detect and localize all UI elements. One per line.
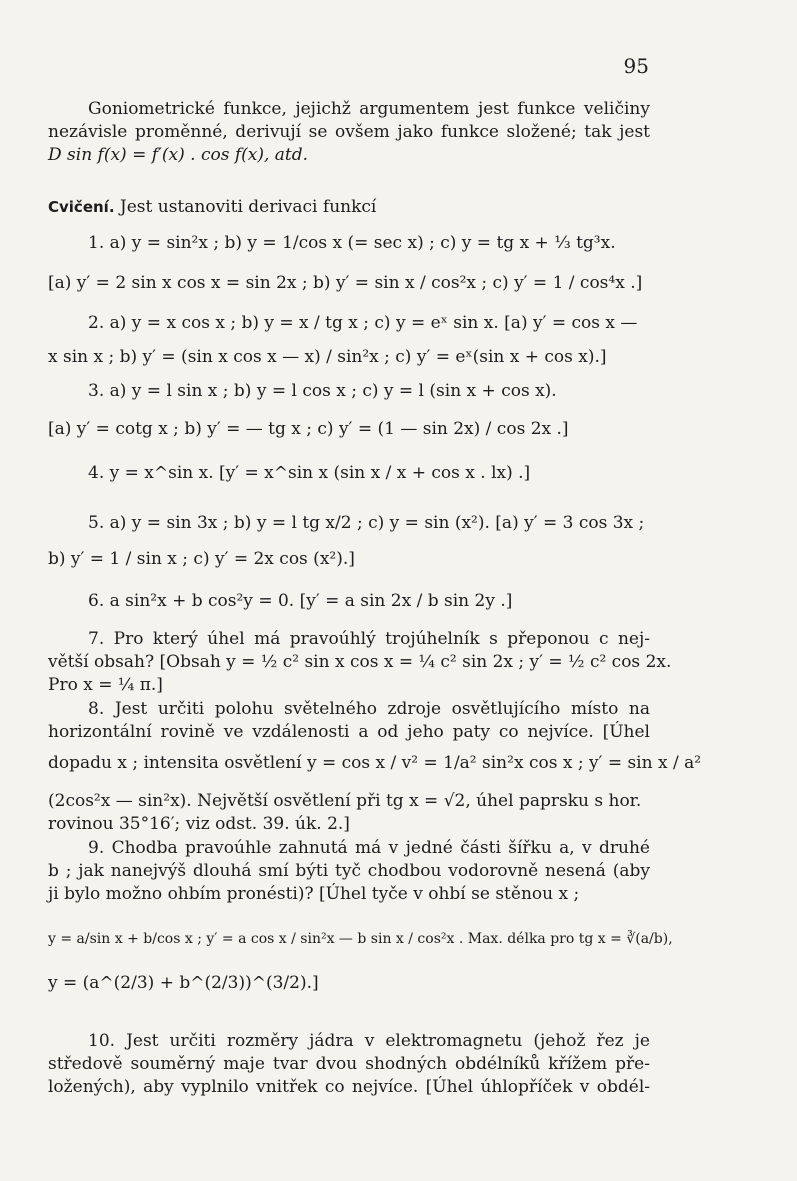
exercise-10-line-3: ložených), aby vyplnilo vnitřek co nejvíce. [Úhel úhlopříček v obdél- bbox=[48, 1077, 650, 1097]
exercise-9-line-5: y = (a^(2/3) + b^(2/3))^(3/2).] bbox=[48, 973, 319, 993]
exercise-1-problem: 1. a) y = sin²x ; b) y = 1/cos x (= sec x) ; c) y = tg x + ⅓ tg³x. bbox=[88, 233, 616, 253]
exercise-8-line-3: dopadu x ; intensita osvětlení y = cos x / v² = 1/a² sin²x cos x ; y′ = sin x / a² bbox=[48, 753, 702, 773]
exercise-7-line-3: Pro x = ¼ π.] bbox=[48, 675, 163, 695]
exercise-3-problem: 3. a) y = l sin x ; b) y = l cos x ; c) y = l (sin x + cos x). bbox=[88, 381, 557, 401]
exercise-6-problem: 6. a sin²x + b cos²y = 0. [y′ = a sin 2x / b sin 2y .] bbox=[88, 591, 513, 611]
exercise-1-solution: [a) y′ = 2 sin x cos x = sin 2x ; b) y′ = sin x / cos²x ; c) y′ = 1 / cos⁴x .] bbox=[48, 273, 643, 293]
intro-line-1: Goniometrické funkce, jejichž argumentem jest funkce veličiny bbox=[88, 99, 650, 119]
exercise-5-problem: 5. a) y = sin 3x ; b) y = l tg x/2 ; c) y = sin (x²). [a) y′ = 3 cos 3x ; bbox=[88, 513, 645, 533]
exercise-4-problem: 4. y = x^sin x. [y′ = x^sin x (sin x / x + cos x . lx) .] bbox=[88, 463, 531, 483]
exercise-2-solution: x sin x ; b) y′ = (sin x cos x — x) / sin²x ; c) y′ = eˣ(sin x + cos x).] bbox=[48, 347, 607, 367]
exercise-8-line-5: rovinou 35°16′; viz odst. 39. úk. 2.] bbox=[48, 814, 350, 834]
exercise-8-line-4: (2cos²x — sin²x). Největší osvětlení při tg x = √2, úhel paprsku s hor. bbox=[48, 791, 642, 811]
exercise-10-line-2: středově souměrný maje tvar dvou shodných obdélníků křížem pře- bbox=[48, 1054, 650, 1074]
exercise-9-line-2: b ; jak nanejvýš dlouhá smí býti tyč chodbou vodorovně nesená (aby bbox=[48, 861, 650, 881]
heading-text: Jest ustanoviti derivaci funkcí bbox=[119, 197, 377, 217]
exercise-9-line-4: y = a/sin x + b/cos x ; y′ = a cos x / sin²x — b sin x / cos²x . Max. délka pro tg x = ∛(a/b), bbox=[48, 931, 673, 947]
exercise-8-line-1: 8. Jest určiti polohu světelného zdroje osvětlujícího místo na bbox=[88, 699, 650, 719]
exercise-8-line-2: horizontální rovině ve vzdálenosti a od jeho paty co nejvíce. [Úhel bbox=[48, 722, 650, 742]
exercise-10-line-1: 10. Jest určiti rozměry jádra v elektromagnetu (jehož řez je bbox=[88, 1031, 650, 1051]
exercise-9-line-1: 9. Chodba pravoúhle zahnutá má v jedné části šířku a, v druhé bbox=[88, 838, 650, 858]
exercise-5-solution: b) y′ = 1 / sin x ; c) y′ = 2x cos (x²).] bbox=[48, 549, 355, 569]
intro-line-3: D sin f(x) = f′(x) . cos f(x), atd. bbox=[48, 145, 309, 165]
exercise-7-line-1: 7. Pro který úhel má pravoúhlý trojúhelník s přeponou c nej- bbox=[88, 629, 650, 649]
page-number: 95 bbox=[623, 54, 649, 78]
exercise-heading bbox=[48, 196, 650, 218]
exercise-2-problem: 2. a) y = x cos x ; b) y = x / tg x ; c) y = eˣ sin x. [a) y′ = cos x — bbox=[88, 313, 638, 333]
exercise-7-line-2: větší obsah? [Obsah y = ½ c² sin x cos x = ¼ c² sin 2x ; y′ = ½ c² cos 2x. bbox=[48, 652, 672, 672]
exercise-9-line-3: ji bylo možno ohbím pronésti)? [Úhel tyče v ohbí se stěnou x ; bbox=[48, 884, 580, 904]
intro-line-2: nezávisle proměnné, derivují se ovšem jako funkce složené; tak jest bbox=[48, 122, 650, 142]
heading-keyword: Cvičení. bbox=[48, 198, 115, 216]
exercise-3-solution: [a) y′ = cotg x ; b) y′ = — tg x ; c) y′ = (1 — sin 2x) / cos 2x .] bbox=[48, 419, 569, 439]
